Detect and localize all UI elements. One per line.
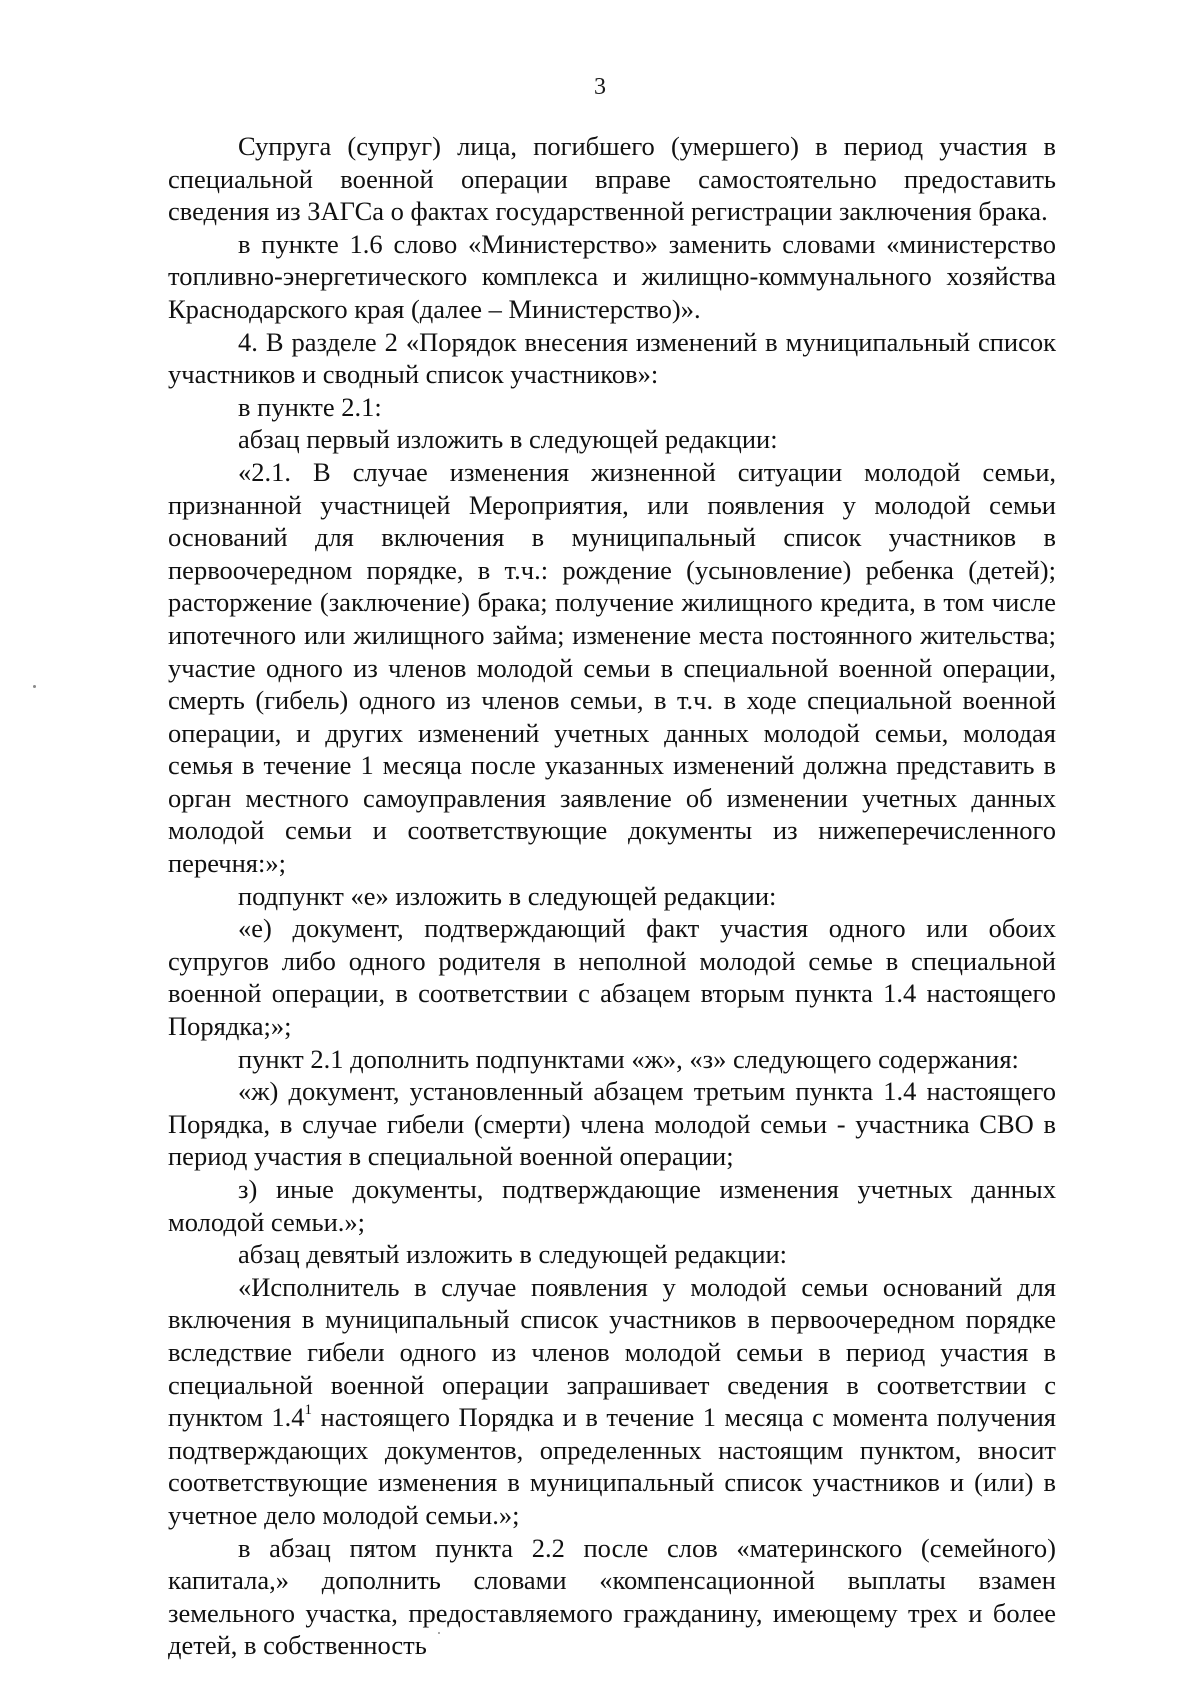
- paragraph: пункт 2.1 дополнить подпунктами «ж», «з» следующего содержания:: [238, 1043, 1019, 1074]
- paragraph: «ж) документ, установленный абзацем третьим пункта 1.4 настоящего Порядка, в случае гибели (смерти) члена молодой семьи - участника СВО в период участия в специальной военной операции;: [168, 1076, 1056, 1172]
- scan-speck: [33, 685, 36, 688]
- paragraph: «е) документ, подтверждающий факт участия одного или обоих супругов либо одного родителя в неполной молодой семье в специальной военной операции, в соответствии с абзацем вторым пункта 1.4 настоящего Порядка;»;: [168, 913, 1056, 1042]
- paragraph: абзац девятый изложить в следующей редакции:: [238, 1239, 788, 1270]
- paragraph: Супруга (супруг) лица, погибшего (умершего) в период участия в специальной военной операции вправе самостоятельно предоставить сведения из ЗАГСа о фактах государственной регистрации заключения брака.: [168, 131, 1056, 227]
- paragraph: абзац первый изложить в следующей редакции:: [238, 424, 778, 455]
- document-body: [168, 130, 1056, 1662]
- page-number: 3: [594, 74, 606, 100]
- scan-speck: [438, 1632, 440, 1634]
- paragraph-text: настоящего Порядка и в течение 1 месяца с момента получения подтверждающих документов, определенных настоящим пунктом, вносит соответствующие изменения в муниципальный список участников и (или) в учетное дело молодой семьи.»;: [168, 1402, 1056, 1530]
- paragraph: в пункте 1.6 слово «Министерство» заменить словами «министерство топливно-энергетического комплекса и жилищно-коммунального хозяйства Краснодарского края (далее – Министерство)».: [168, 228, 1056, 324]
- paragraph: в абзац пятом пункта 2.2 после слов «материнского (семейного) капитала,» дополнить словами «компенсационной выплаты взамен земельного участка, предоставляемого гражданину, имеющему трех и более детей, в собственность: [168, 1532, 1056, 1661]
- paragraph: з) иные документы, подтверждающие изменения учетных данных молодой семьи.»;: [168, 1174, 1056, 1237]
- paragraph-text: «Исполнитель в случае появления у молодой семьи оснований для включения в муниципальный список участников в первоочередном порядке вследствие гибели одного из членов молодой семьи в период участия в специальной военной операции запрашивает сведения в соответствии с пунктом 1.4: [168, 1271, 1056, 1433]
- paragraph: подпункт «е» изложить в следующей редакции:: [238, 880, 777, 911]
- paragraph-with-footnote: [168, 1271, 1056, 1532]
- paragraph: в пункте 2.1:: [238, 391, 382, 422]
- superscript: 1: [304, 1402, 313, 1419]
- paragraph: «2.1. В случае изменения жизненной ситуации молодой семьи, признанной участницей Мероприятия, или появления у молодой семьи оснований для включения в муниципальный список участников в первоочередном порядке, в т.ч.: рождение (усыновление) ребенка (детей); расторжение (заключение) брака; получение жилищного кредита, в том числе ипотечного или жилищного займа; изменение места постоянного жительства; участие одного из членов молодой семьи в специальной военной операции, смерть (гибель) одного из членов семьи, в т.ч. в ходе специальной военной операции, и других изменений учетных данных молодой семьи, молодая семья в течение 1 месяца после указанных изменений должна представить в орган местного самоуправления заявление об изменении учетных данных молодой семьи и соответствующие документы из нижеперечисленного перечня:»;: [168, 456, 1056, 879]
- paragraph: 4. В разделе 2 «Порядок внесения изменений в муниципальный список участников и сводный список участников»:: [168, 326, 1056, 390]
